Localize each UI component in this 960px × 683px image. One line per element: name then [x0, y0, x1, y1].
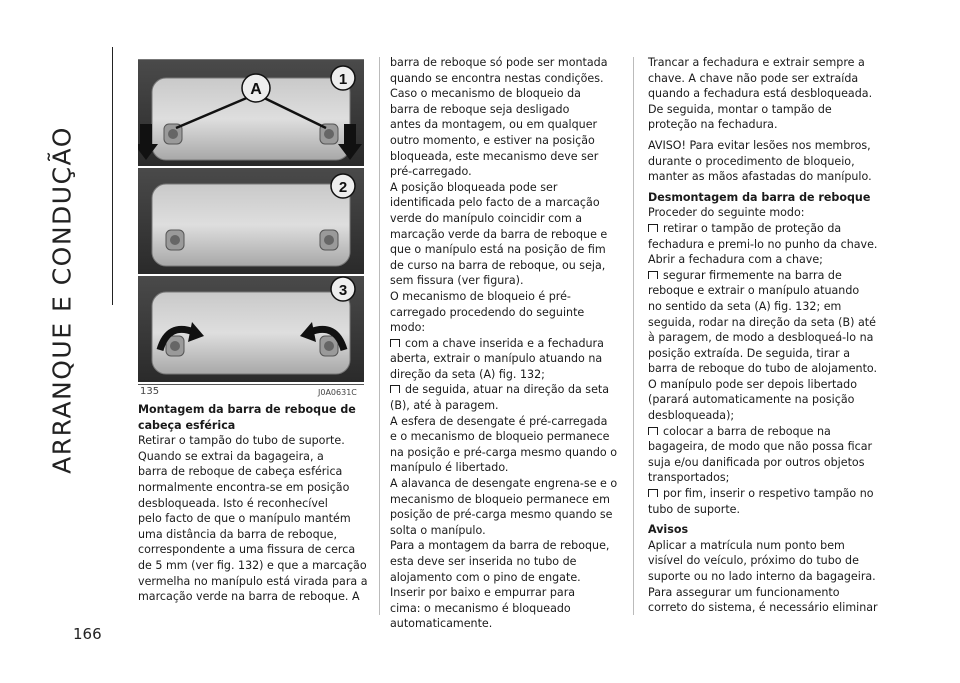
- col3-line: correto do sistema, é necessário eliminar: [648, 601, 878, 615]
- bullet-item: [648, 268, 884, 284]
- col2-line: quando se encontra nestas condições.: [390, 71, 604, 85]
- col3-line: seguida, rodar na direção da seta (B) até: [648, 315, 876, 329]
- col2-line: solta o manípulo.: [390, 523, 486, 537]
- col3-line: barra de reboque do tubo de alojamento.: [648, 362, 878, 376]
- col3-line: reboque e extrair o manípulo atuando: [648, 284, 860, 298]
- col3-line: Para assegurar um funcionamento: [648, 585, 840, 599]
- callout-1-label: 1: [338, 71, 348, 88]
- bullet-text: retirar o tampão de proteção da: [663, 221, 842, 235]
- bullet-item: [390, 382, 622, 398]
- bullet-text: segurar firmemente na barra de: [663, 268, 842, 282]
- col1-line: vermelha no manípulo está virada para a: [138, 574, 368, 588]
- col1-line: Retirar o tampão do tubo de suporte.: [138, 434, 345, 448]
- col3-line: Abrir a fechadura com a chave;: [648, 253, 823, 267]
- panel-2-right-lock: [320, 230, 338, 250]
- col2-line: sem fissura (ver figura).: [390, 274, 524, 288]
- col3-line: transportados;: [648, 471, 730, 485]
- bullet-marker-icon: [648, 489, 658, 497]
- col2-line: Para a montagem da barra de reboque,: [390, 539, 610, 553]
- col2-line: manípulo é libertado.: [390, 461, 509, 475]
- col3-line: visível do veículo, próximo do tubo de: [648, 554, 859, 568]
- bullet-item: [648, 486, 884, 502]
- heading-assembly: Montagem da barra de reboque de cabeça esférica: [138, 403, 356, 432]
- col2-line: antes da montagem, ou em qualquer: [390, 118, 598, 132]
- bullet-item: [390, 336, 622, 352]
- col3-line: Aplicar a matrícula num ponto bem: [648, 538, 845, 552]
- col2-line: (B), até à paragem.: [390, 399, 499, 413]
- col2-line: aberta, extrair o manípulo atuando na: [390, 352, 603, 366]
- col1-line: de 5 mm (ver fig. 132) e que a marcação: [138, 558, 367, 572]
- col1-line: pelo facto de que o manípulo mantém: [138, 512, 351, 526]
- col3-line: Trancar a fechadura e extrair sempre a: [648, 56, 865, 69]
- bullet-marker-icon: [648, 427, 658, 435]
- col2-line: carregado procedendo do seguinte modo:: [390, 305, 585, 335]
- col2-line: bloqueada, este mecanismo deve ser: [390, 149, 599, 163]
- bullet-item: [648, 424, 884, 440]
- column-3: [648, 55, 884, 616]
- warning-line: AVISO! Para evitar lesões nos membros,: [648, 138, 871, 152]
- column-2: [390, 55, 622, 632]
- col3-line: (parará automaticamente na posição: [648, 393, 855, 407]
- bullet-item: [648, 221, 884, 237]
- col3-line: O manípulo pode ser depois libertado: [648, 377, 858, 391]
- bullet-marker-icon: [648, 224, 658, 232]
- col2-line: outro momento, e estiver na posição: [390, 133, 595, 147]
- figure-bottom-rule: [138, 384, 364, 385]
- col1-line: Quando se extrai da bagageira, a: [138, 449, 324, 463]
- col2-line: cima: o mecanismo é bloqueado: [390, 601, 571, 615]
- col2-line: pré-carregado.: [390, 165, 472, 179]
- tow-bar-illustration: [138, 60, 364, 382]
- col3-line: suja e/ou danificada por outros objetos: [648, 455, 865, 469]
- panel-2-plate: [152, 184, 350, 266]
- col2-line: na posição e pré-carga mesmo quando o: [390, 445, 618, 459]
- col2-line: A posição bloqueada pode ser: [390, 180, 558, 194]
- col2-line: Caso o mecanismo de bloqueio da: [390, 87, 581, 101]
- col2-line: e o mecanismo de bloqueio permanece: [390, 430, 610, 444]
- col3-line: chave. A chave não pode ser extraída: [648, 71, 859, 85]
- col2-line: verde do manípulo coincidir com a: [390, 211, 583, 225]
- col3-line: à paragem, de modo a desbloqueá-lo na: [648, 331, 874, 345]
- bullet-text: com a chave inserida e a fechadura: [405, 336, 604, 350]
- page-number: 166: [73, 625, 102, 643]
- bullet-text: colocar a barra de reboque na: [663, 424, 831, 438]
- callout-2-label: 2: [338, 179, 348, 196]
- section-title: ARRANQUE E CONDUÇÃO: [47, 126, 77, 474]
- col3-line: tubo de suporte.: [648, 502, 741, 516]
- col1-line: desbloqueada. Isto é reconhecível: [138, 496, 328, 510]
- col2-line: que o manípulo está na posição de fim: [390, 243, 606, 257]
- column-1: [138, 402, 370, 605]
- bullet-marker-icon: [390, 385, 400, 393]
- col3-line: De seguida, montar o tampão de: [648, 102, 832, 116]
- col1-line: normalmente encontra-se em posição: [138, 480, 350, 494]
- col1-line: barra de reboque de cabeça esférica: [138, 465, 343, 479]
- col2-line: A esfera de desengate é pré-carregada: [390, 414, 608, 428]
- col2-line: marcação verde da barra de reboque e: [390, 227, 608, 241]
- panel-2-left-lock: [166, 230, 184, 250]
- callout-3-label: 3: [338, 282, 348, 299]
- col3-line: suporte ou no lado interno da bagageira.: [648, 570, 876, 583]
- col2-line: A alavanca de desengate engrena-se e o: [390, 477, 618, 491]
- figure-135: [138, 60, 364, 382]
- col3-line: desbloqueada);: [648, 409, 735, 423]
- bullet-marker-icon: [390, 339, 400, 347]
- col3-line: posição extraída. De seguida, tirar a: [648, 346, 851, 360]
- col1-line: marcação verde na barra de reboque. A: [138, 590, 360, 604]
- callout-a-label: A: [250, 81, 262, 98]
- bullet-text: por fim, inserir o respetivo tampão no: [663, 487, 874, 501]
- column-divider-2: [633, 57, 634, 615]
- col2-line: de curso na barra de reboque, ou seja,: [390, 258, 606, 272]
- col2-line: direção da seta (A) fig. 132;: [390, 367, 545, 381]
- col3-line: quando a fechadura está desbloqueada.: [648, 87, 873, 101]
- figure-code: J0A0631C: [318, 388, 357, 397]
- col2-line: posição de pré-carga mesmo quando se: [390, 508, 613, 522]
- col3-line: fechadura e premi-lo no punho da chave.: [648, 237, 878, 251]
- col2-line: O mecanismo de bloqueio é pré-: [390, 289, 571, 303]
- col1-line: correspondente a uma fissura de cerca: [138, 543, 356, 557]
- col3-line: proteção na fechadura.: [648, 118, 778, 132]
- bullet-text: de seguida, atuar na direção da seta: [405, 383, 610, 397]
- col2-line: barra de reboque só pode ser montada: [390, 56, 608, 69]
- col3-line: bagageira, de modo que não possa ficar: [648, 440, 873, 454]
- col3-line: Proceder do seguinte modo:: [648, 206, 805, 220]
- heading-warnings: Avisos: [648, 523, 689, 537]
- section-rule: [112, 47, 113, 305]
- warning-line: manter as mãos afastadas do manípulo.: [648, 170, 872, 184]
- col2-line: Inserir por baixo e empurrar para: [390, 586, 576, 600]
- col1-line: uma distância da barra de reboque,: [138, 527, 337, 541]
- col2-line: barra de reboque seja desligado: [390, 102, 570, 116]
- col2-line: automaticamente.: [390, 617, 493, 631]
- col2-line: esta deve ser inserida no tubo de: [390, 555, 577, 568]
- heading-disassembly: Desmontagem da barra de reboque: [648, 190, 871, 204]
- col2-line: alojamento com o pino de engate.: [390, 570, 581, 584]
- col2-line: identificada pelo facto de a marcação: [390, 196, 600, 210]
- panel-3-plate: [152, 292, 350, 374]
- col2-line: mecanismo de bloqueio permanece em: [390, 492, 610, 506]
- warning-line: durante o procedimento de bloqueio,: [648, 154, 855, 168]
- bullet-marker-icon: [648, 271, 658, 279]
- col3-line: no sentido da seta (A) fig. 132; em: [648, 299, 842, 313]
- figure-number: 135: [140, 386, 160, 397]
- column-divider-1: [379, 57, 380, 615]
